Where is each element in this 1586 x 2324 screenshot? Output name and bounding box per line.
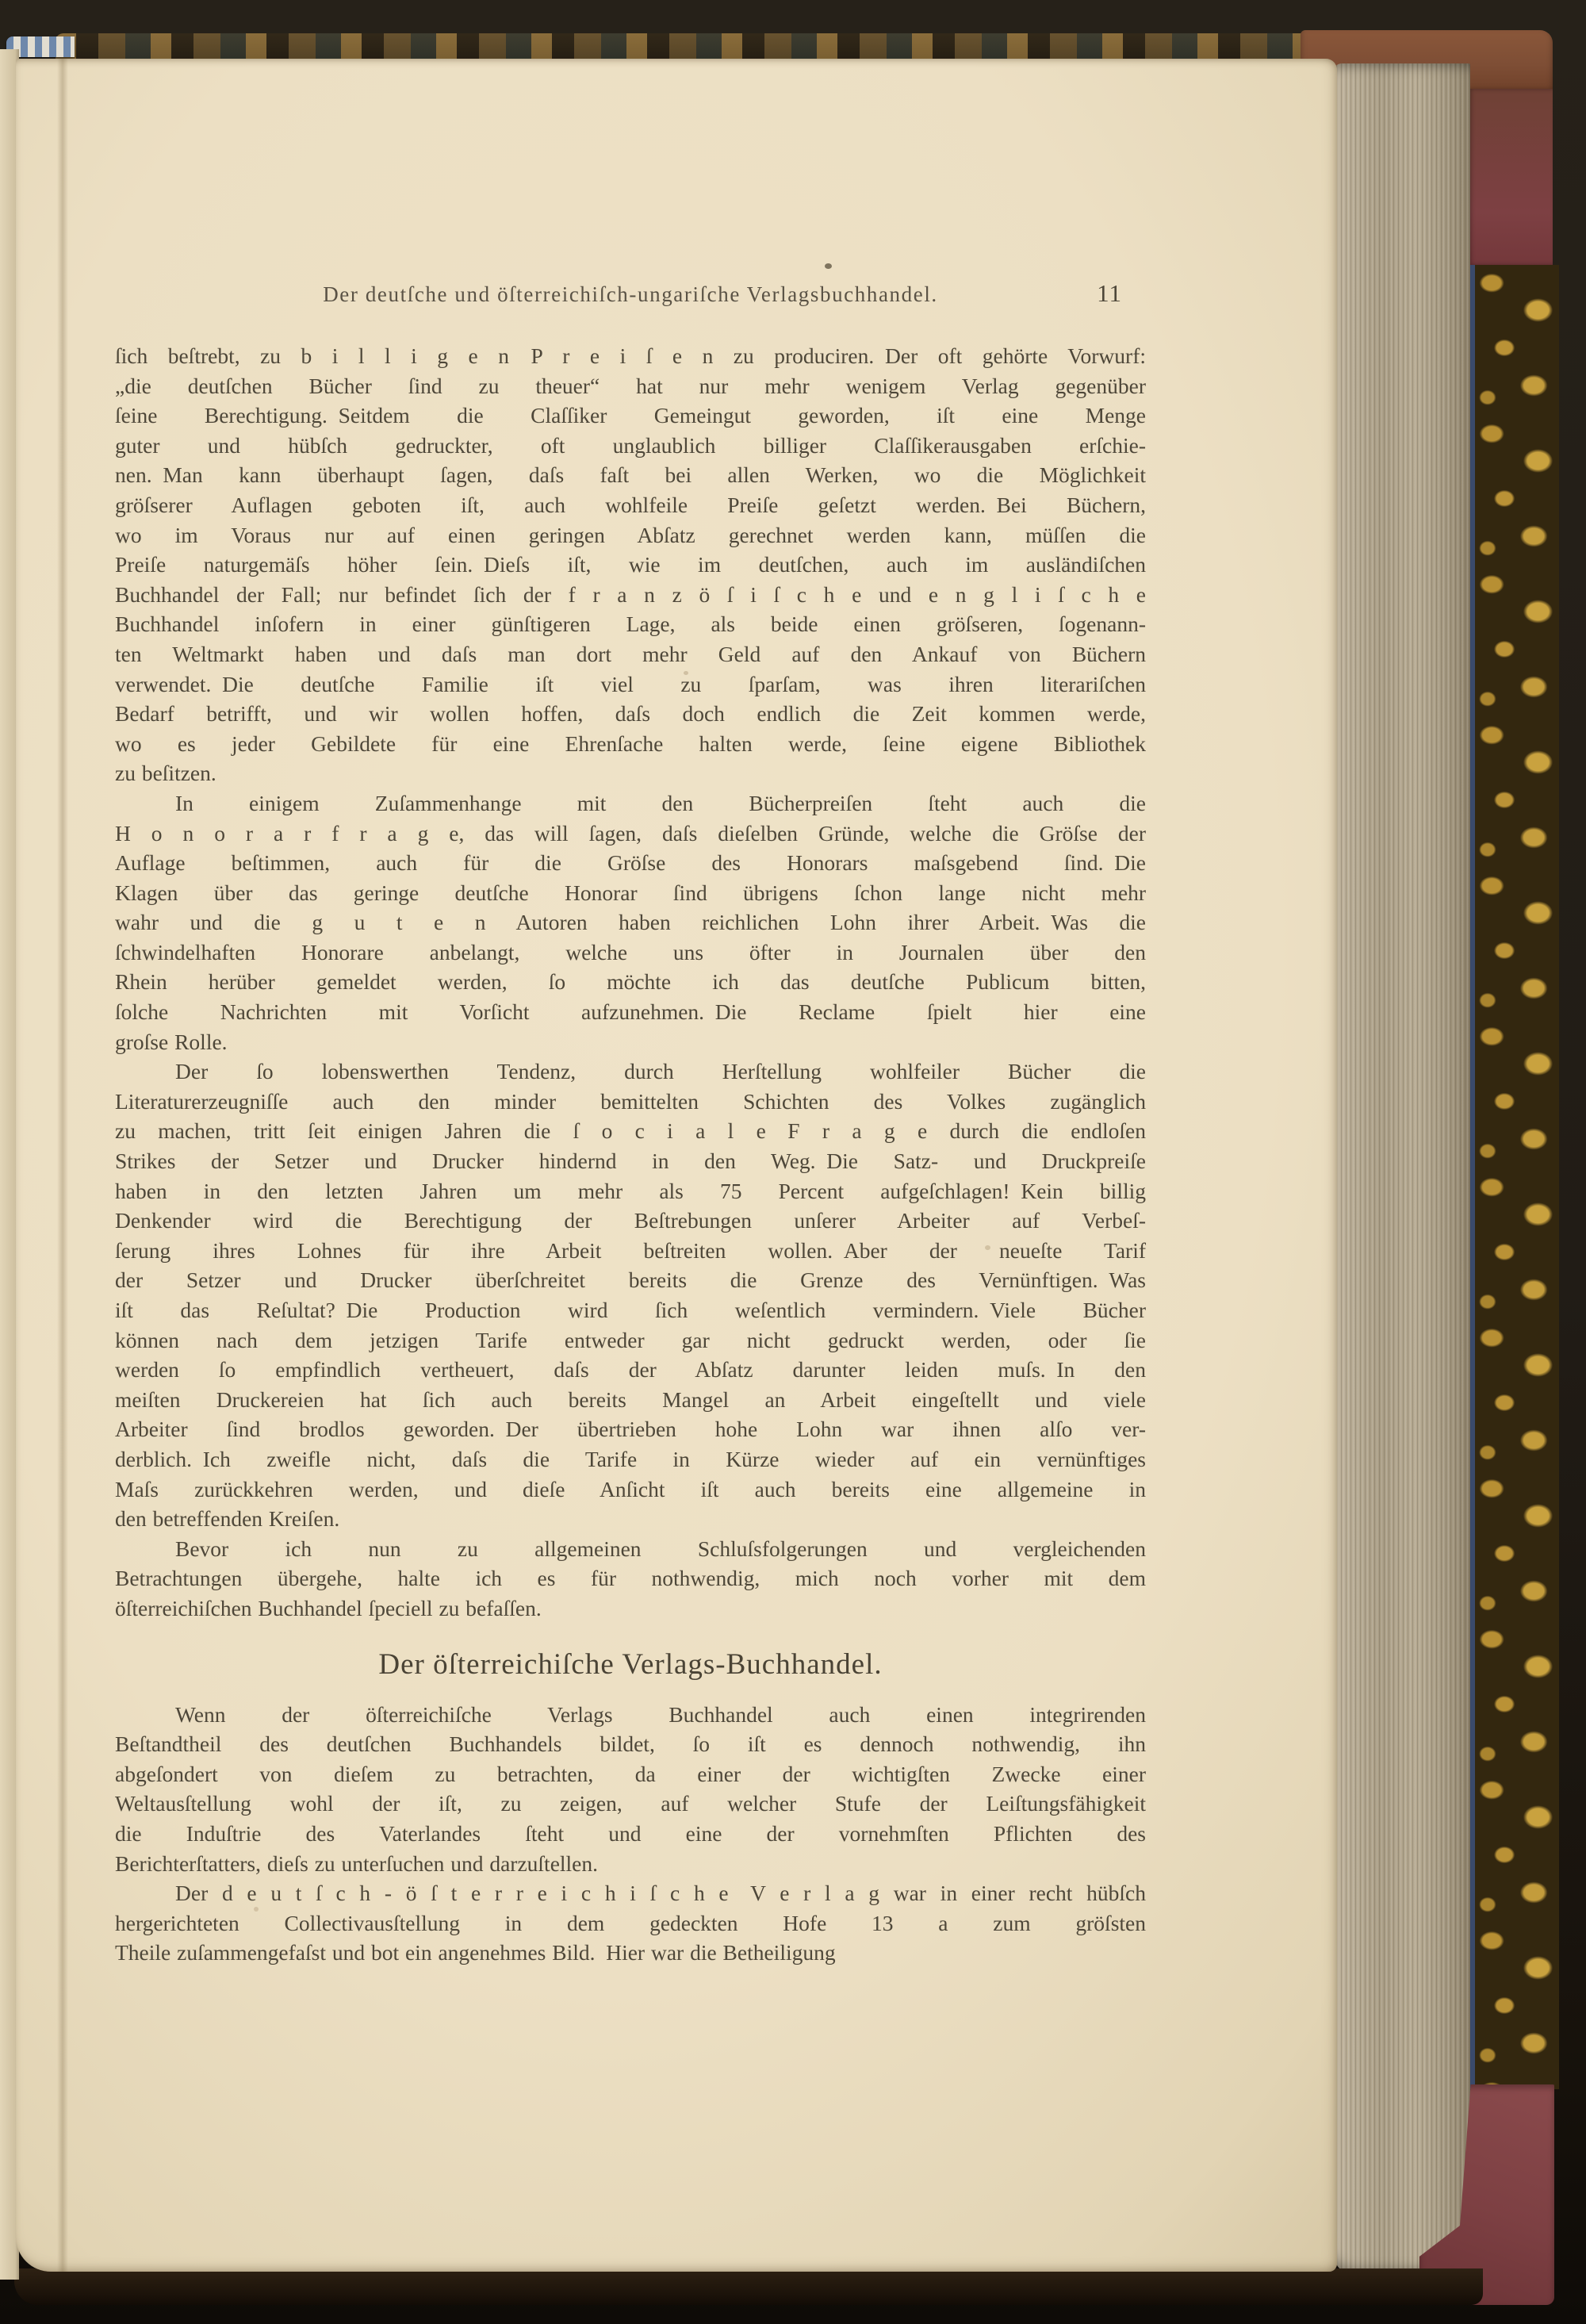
text-line: guter und hübſch gedruckter, oft unglaublich billiger Claſſikerausgaben erſchie- bbox=[115, 432, 1146, 458]
text-line: Theile zuſammengefaſst und bot ein angenehmes Bild. Hier war die Betheiligung bbox=[115, 1940, 836, 1965]
text-line: H o n o r a r f r a g e, das will ſagen, daſs dieſelben Gründe, welche die Gröſse der bbox=[115, 820, 1146, 846]
text-line: Beſtandtheil des deutſchen Buchhandels bildet, ſo iſt es dennoch nothwendig, ihn bbox=[115, 1731, 1146, 1757]
text-line: Denkender wird die Berechtigung der Beſtrebungen unſerer Arbeiter auf Verbeſ- bbox=[115, 1208, 1146, 1233]
text-line: Bedarf betrifft, und wir wollen hoffen, daſs doch endlich die Zeit kommen werde, bbox=[115, 701, 1146, 727]
text-line: zu beſitzen. bbox=[115, 761, 216, 786]
text-line: ſerung ihres Lohnes für ihre Arbeit beſtreiten wollen. Aber der neueſte Tarif bbox=[115, 1237, 1146, 1263]
section-heading: Der öſterreichiſche Verlags-Buchhandel. bbox=[378, 1647, 883, 1681]
text-line: groſse Rolle. bbox=[115, 1029, 228, 1054]
text-line: Maſs zurückkehren werden, und dieſe Anſicht iſt auch bereits eine allgemeine in bbox=[115, 1476, 1146, 1501]
book-page bbox=[16, 59, 1337, 2272]
text-line: Literaturerzeugniſſe auch den minder bemittelten Schichten des Volkes zugänglich bbox=[115, 1088, 1146, 1114]
text-line: gröſserer Auflagen geboten iſt, auch wohlfeile Preiſe geſetzt werden. Bei Büchern, bbox=[115, 492, 1146, 517]
text-line: Buchhandel inſofern in einer günſtigeren Lage, als beide einen gröſseren, ſogenann- bbox=[115, 612, 1146, 637]
gutter-shadow bbox=[57, 59, 68, 2272]
text-line: hergerichteten Collectivausſtellung in dem gedeckten Hofe 13 a zum gröſsten bbox=[115, 1910, 1146, 1935]
text-line: „die deutſchen Bücher ſind zu theuer“ hat nur mehr wenigem Verlag gegenüber bbox=[115, 373, 1146, 398]
text-line: der Setzer und Drucker überſchreitet bereits die Grenze des Vernünftigen. Was bbox=[115, 1267, 1146, 1293]
marbled-cover-edge bbox=[1470, 265, 1559, 2089]
text-line: derblich. Ich zweifle nicht, daſs die Tarife in Kürze wieder auf ein vernünftiges bbox=[115, 1446, 1146, 1471]
text-line: wo im Voraus nur auf einen geringen Abſatz gerechnet werden kann, müſſen die bbox=[115, 522, 1146, 547]
text-line: Rhein herüber gemeldet werden, ſo möchte ich das deutſche Publicum bitten, bbox=[115, 969, 1146, 995]
book-cover-top-edge bbox=[56, 33, 1324, 62]
text-line: Betrachtungen übergehe, halte ich es für nothwendig, mich noch vorher mit dem bbox=[115, 1566, 1146, 1591]
text-line: ten Weltmarkt haben und daſs man dort mehr Geld auf den Ankauf von Büchern bbox=[115, 641, 1146, 666]
text-line: Arbeiter ſind brodlos geworden. Der übertrieben hohe Lohn war ihnen alſo ver- bbox=[115, 1417, 1146, 1442]
leather-edge-top-right bbox=[1469, 89, 1553, 265]
running-head bbox=[115, 279, 1146, 314]
paragraph bbox=[115, 788, 1146, 1057]
text-line: Strikes der Setzer und Drucker hindernd in den Weg. Die Satz- und Druckpreiſe bbox=[115, 1149, 1146, 1174]
text-line: Weltausſtellung wohl der iſt, zu zeigen, auf welcher Stufe der Leiſtungsfähigkeit bbox=[115, 1791, 1146, 1816]
text-line: ſchwindelhaften Honorare anbelangt, welche uns öfter in Journalen über den bbox=[115, 939, 1146, 964]
text-line: Der d e u t ſ c h - ö ſ t e r r e i c h i ſ c h e V e r l a g war in einer recht hübſch bbox=[175, 1881, 1146, 1906]
text-line: zu machen, tritt ſeit einigen Jahren die ſ o c i a l e F r a g e durch die endloſen bbox=[115, 1118, 1146, 1144]
text-line: nen. Man kann überhaupt ſagen, daſs faſt bei allen Werken, wo die Möglichkeit bbox=[115, 462, 1146, 488]
text-line: abgeſondert von dieſem zu betrachten, da einer der wichtigſten Zwecke einer bbox=[115, 1761, 1146, 1786]
running-title: Der deutſche und öſterreichiſch-ungariſche Verlagsbuchhandel. bbox=[323, 282, 938, 306]
text-line: haben in den letzten Jahren um mehr als 75 Percent aufgeſchlagen! Kein billig bbox=[115, 1178, 1146, 1203]
text-line: Klagen über das geringe deutſche Honorar ſind übrigens ſchon lange nicht mehr bbox=[115, 880, 1146, 905]
fore-edge-pages bbox=[1334, 63, 1470, 2275]
text-line: wahr und die g u t e n Autoren haben reichlichen Lohn ihrer Arbeit. Was die bbox=[115, 910, 1146, 935]
text-line: öſterreichiſchen Buchhandel ſpeciell zu befaſſen. bbox=[115, 1595, 542, 1620]
text-line: Auflage beſtimmen, auch für die Gröſse des Honorars maſsgebend ſind. Die bbox=[115, 850, 1146, 876]
text-line: ſolche Nachrichten mit Vorſicht aufzunehmen. Die Reclame ſpielt hier eine bbox=[115, 999, 1146, 1025]
book-cover-bottom-edge bbox=[14, 2268, 1483, 2305]
text-line: werden ſo empfindlich vertheuert, daſs der Abſatz darunter leiden muſs. In den bbox=[115, 1357, 1146, 1383]
paragraph bbox=[115, 1057, 1146, 1534]
paragraph bbox=[115, 1700, 1146, 1879]
ink-speck bbox=[825, 263, 832, 269]
text-line: wo es jeder Gebildete für eine Ehrenſache halten werde, ſeine eigene Bibliothek bbox=[115, 731, 1146, 756]
text-line: Wenn der öſterreichiſche Verlags Buchhandel auch einen integrirenden bbox=[175, 1701, 1146, 1727]
text-line: den betreffenden Kreiſen. bbox=[115, 1506, 340, 1532]
text-line: In einigem Zuſammenhange mit den Bücherpreiſen ſteht auch die bbox=[175, 790, 1146, 815]
text-line: Preiſe naturgemäſs höher ſein. Dieſs iſt, wie im deutſchen, auch im ausländiſchen bbox=[115, 552, 1146, 577]
text-line: können nach dem jetzigen Tarife entweder gar nicht gedruckt werden, oder ſie bbox=[115, 1327, 1146, 1352]
text-line: Der ſo lobenswerthen Tendenz, durch Herſtellung wohlfeiler Bücher die bbox=[175, 1059, 1146, 1084]
page-number: 11 bbox=[1097, 279, 1122, 307]
text-line: Buchhandel der Fall; nur befindet ſich der f r a n z ö ſ i ſ c h e und e n g l i ſ c h e bbox=[115, 581, 1146, 607]
text-line: verwendet. Die deutſche Familie iſt viel zu ſparſam, was ihren literariſchen bbox=[115, 671, 1146, 696]
paragraph bbox=[115, 341, 1146, 788]
paragraph bbox=[115, 1534, 1146, 1624]
text-line: ſich beſtrebt, zu b i l l i g e n P r e i ſ e n zu produciren. Der oft gehörte Vorwurf: bbox=[115, 343, 1146, 368]
text-line: die Induſtrie des Vaterlandes ſteht und eine der vornehmſten Pflichten des bbox=[115, 1820, 1146, 1846]
text-line: Berichterſtatters, dieſs zu unterſuchen und darzuſtellen. bbox=[115, 1850, 599, 1876]
text-line: Bevor ich nun zu allgemeinen Schluſsfolgerungen und vergleichenden bbox=[175, 1536, 1146, 1561]
text-line: meiſten Druckereien hat ſich auch bereits Mangel an Arbeit eingeſtellt und viele bbox=[115, 1386, 1146, 1412]
paragraph bbox=[115, 1878, 1146, 1968]
text-line: iſt das Reſultat? Die Production wird ſich weſentlich vermindern. Viele Bücher bbox=[115, 1298, 1146, 1322]
text-block bbox=[115, 341, 1146, 1968]
text-line: ſeine Berechtigung. Seitdem die Claſſiker Gemeingut geworden, iſt eine Menge bbox=[115, 403, 1146, 428]
